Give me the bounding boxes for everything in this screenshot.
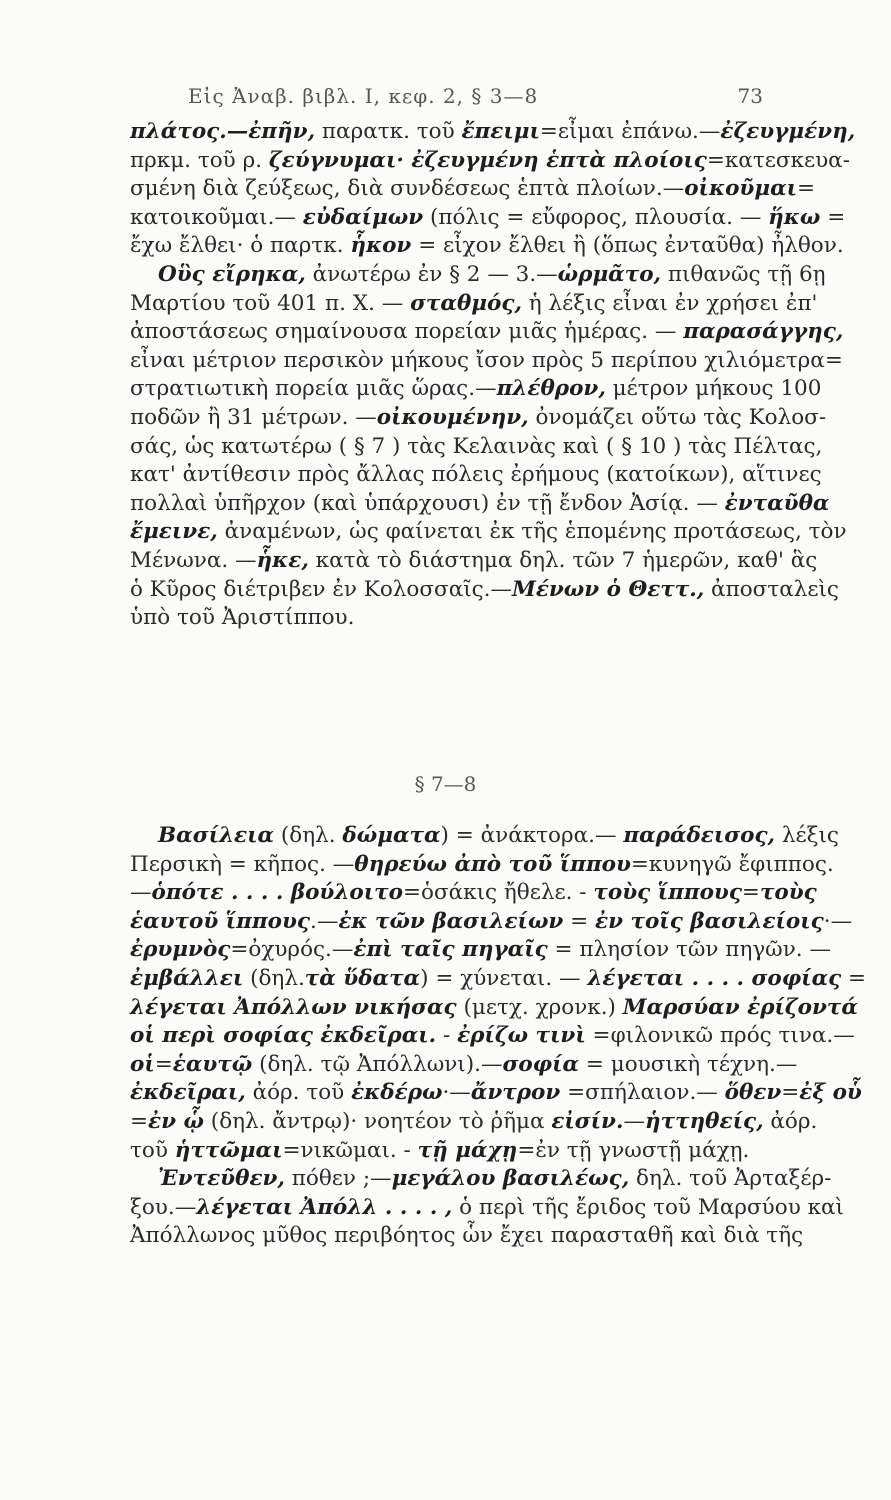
lemma: παρασάγγης, [683,319,844,345]
gloss-text: ἀνωτέρω ἐν § 2 — 3.— [305,261,558,287]
lemma: λέγεται . . . . σοφίας [587,965,842,991]
gloss-text: πολλαὶ ὑπῆρχον (καὶ ὑπάρχουσι) ἐν τῇ ἔνδον Ἀσίᾳ. — [130,490,725,516]
text-line [130,433,823,462]
gloss-text: κατὰ τὸ διάστημα δηλ. τῶν 7 ἡμερῶν, καθ' ἃς [308,547,818,573]
lemma: θηρεύω ἀπὸ τοῦ ἵππου [354,851,631,877]
gloss-text: = εἶχον ἔλθει ἢ (ὅπως ἐνταῦθα) ἦλθον. [411,233,844,259]
gloss-text: σάς, ὡς κατωτέρω ( § 7 ) τὰς Κελαινὰς καὶ ( § 10 ) τὰς Πέλτας, [130,433,823,459]
text-line [130,1137,765,1166]
lemma: ἐμβάλλει [130,965,244,991]
lemma: ἐκδεῖραι, [130,1080,246,1106]
gloss-text: ἀποστάσεως σημαίνουσα πορείαν μιᾶς ἡμέρας. — [130,319,684,345]
gloss-text: Περσικὴ = κῆπος. — [130,851,355,877]
running-head: Εἰς Ἀναβ. βιβλ. I, κεφ. 2, § 3—8 [188,84,539,108]
lemma: τὰ ὕδατα [304,965,421,991]
lemma: δώματα [342,823,441,848]
gloss-text: — [623,1108,645,1134]
text-line [130,604,765,633]
lemma: ἐν τοῖς βασιλείοις [595,908,824,934]
lemma: Βασίλεια [158,823,275,848]
text-line [130,261,826,290]
lemma: ἐκδέρω [351,1080,443,1106]
gloss-text: (μετχ. χρονκ.) [456,994,623,1020]
gloss-text: =ὁσάκις ἤθελε. - [402,880,594,906]
gloss-text: εἶναι μέτριον περσικὸν μήκους ἴσον πρὸς 5 περίπου χιλιόμετρα= [130,347,843,373]
gloss-text: πιθανῶς τῇ 6ῃ [661,261,826,287]
gloss-text: Μαρτίου τοῦ 401 π. Χ. — [130,290,411,316]
section-heading: § 7—8 [414,772,477,796]
gloss-text: ποδῶν ἢ 31 μέτρων. — [130,404,377,430]
gloss-text: =σπήλαιον.— [560,1080,725,1106]
gloss-text: πόθεν ;— [284,1166,392,1192]
gloss-text: (δηλ. τῷ Ἀπόλλωνι).— [252,1051,503,1077]
lemma: μεγάλου βασιλέως, [391,1166,630,1192]
lemma: οἰκουμένην, [376,404,529,430]
text-line [130,936,831,965]
lemma: ἑαυτοῦ ἵππους [130,908,310,934]
lemma: λέγεται Ἀπόλλων νικήσας [130,994,457,1020]
text-line [130,204,846,233]
lemma: παράδεισος, [623,823,776,848]
lemma: ἐρίζω τινὶ [457,1023,586,1049]
gloss-text: ξου.— [130,1194,197,1220]
gloss-text: Μένωνα. — [130,547,257,573]
text-line [130,461,822,490]
text-line [130,1022,855,1051]
gloss-text: λέξις [775,823,839,848]
text-line [130,822,839,851]
lemma: λέγεται Ἀπόλλ . . . . , [196,1194,453,1220]
text-line [130,518,847,547]
lemma: ἧκον [350,233,412,259]
lemma: Μένων ὁ Θεττ., [512,576,705,602]
lemma: ὁπότε . . . . βούλοιτο [151,880,403,906]
lemma: ἡττῶμαι [174,1137,283,1163]
lemma: ἐξ οὗ [799,1080,862,1106]
gloss-text: = πλησίον τῶν πηγῶν. — [547,937,831,963]
gloss-text: Ἀπόλλωνος μῦθος περιβόητος ὧν ἔχει παρασταθῆ καὶ διὰ τῆς [130,1223,804,1249]
text-line [130,490,830,519]
text-line [130,994,858,1023]
text-line [130,1222,804,1251]
gloss-text: ἀόρ. [763,1108,818,1134]
gloss-text: ὁ Κῦρος διέτριβεν ἐν Κολοσσαῖς.— [130,576,513,602]
gloss-text: ·— [442,1080,471,1106]
gloss-text: =εἶμαι ἐπάνω.— [539,119,721,144]
lemma: οἰκοῦμαι [684,176,798,202]
lemma: ἑαυτῷ [172,1051,253,1077]
lemma: τοὺς ἵππους [593,880,742,906]
lemma: πλάτος.—ἐπῆν, [130,119,316,144]
gloss-text: = [154,1051,173,1077]
gloss-text: =ὀχυρός.— [230,937,354,963]
text-line [130,851,834,880]
text-line [130,1165,832,1194]
gloss-text: = [797,176,816,202]
gloss-text: ·— [823,908,853,934]
gloss-text: τοῦ [130,1137,175,1163]
gloss-text: = [563,908,596,934]
lemma: ἥκω [768,204,821,230]
gloss-text: κατοικοῦμαι.— [130,204,303,230]
text-line [130,879,817,908]
lemma: ἔμεινε, [130,519,218,545]
gloss-text: μέτρον μήκους 100 [605,376,822,402]
text-line [130,576,839,605]
gloss-text: ἀποσταλεὶς [704,576,839,602]
text-line [130,404,827,433]
gloss-text: ὀνομάζει οὕτω τὰς Κολοσ- [528,404,827,430]
text-line [130,1079,862,1108]
gloss-text: . [309,908,317,934]
text-line [130,1108,818,1137]
gloss-text: - [436,1023,458,1049]
lemma: οἱ [130,1051,155,1077]
lemma: τῇ μάχῃ [417,1137,518,1163]
gloss-text: δηλ. τοῦ Ἀρταξέρ- [629,1166,832,1192]
lemma: ἐζευγμένη, [720,119,856,144]
text-line [130,375,822,404]
text-line [130,347,843,376]
page-number: 73 [737,84,763,108]
lemma: ἐρυμνὸς [130,937,231,963]
text-line [130,1051,798,1080]
gloss-text: (πόλις = εὔφορος, πλουσία. — [423,204,769,230]
gloss-text: κατ' ἀντίθεσιν πρὸς ἄλλας πόλεις ἐρήμους (κατοίκων), αἵτινες [130,462,822,488]
text-line [130,547,818,576]
gloss-text: ἀόρ. τοῦ [245,1080,352,1106]
gloss-text: (δηλ. ἄντρῳ)· νοητέον τὸ ῥῆμα [203,1108,552,1134]
gloss-text: ἡ λέξις εἶναι ἐν χρήσει ἐπ' [521,290,818,316]
gloss-text: =νικῶμαι. - [282,1137,418,1163]
lemma: ἐνταῦθα [724,490,830,516]
lemma: τοὺς [759,880,817,906]
lemma: εἰσίν. [551,1108,624,1134]
lemma: σοφία [502,1051,580,1077]
lemma: ἐκ τῶν βασιλείων [338,908,564,934]
gloss-text: =κυνηγῶ ἔφιππος. [630,851,834,877]
gloss-text: στρατιωτικὴ πορεία μιᾶς ὥρας.— [130,376,497,402]
gloss-text: = [781,1080,800,1106]
lemma: Ἐντεῦθεν, [158,1166,285,1192]
gloss-text: ὁ περὶ τῆς ἔριδος τοῦ Μαρσύου καὶ [452,1194,844,1220]
lemma: εὐδαίμων [302,204,424,230]
gloss-text: (δηλ. [243,965,305,991]
gloss-text: σμένη διὰ ζεύξεως, διὰ συνδέσεως ἑπτὰ πλοίων.— [130,176,685,202]
gloss-text: — [130,880,152,906]
text-line [130,118,856,147]
lemma: σταθμός, [410,290,522,316]
gloss-text: ) = ἀνάκτορα.— [440,823,624,848]
gloss-text: ὑπὸ τοῦ Ἀριστίππου. [130,605,355,631]
lemma: ὡρμᾶτο, [557,261,662,287]
gloss-text: =φιλονικῶ πρός τινα.— [585,1023,855,1049]
text-line [130,908,853,937]
lemma: ἡττηθείς, [644,1108,764,1134]
gloss-text: = [130,1108,149,1134]
text-line [130,965,867,994]
lemma: ὅθεν [724,1080,782,1106]
gloss-text: (δηλ. [274,823,343,848]
page-header [0,84,891,114]
gloss-text: παρατκ. τοῦ [315,119,462,144]
lemma: οἱ περὶ σοφίας ἐκδεῖραι. [130,1023,437,1049]
gloss-text: ) = χύνεται. — [420,965,588,991]
text-line [130,290,818,319]
text-line [130,175,816,204]
gloss-text: = [841,965,867,991]
lemma: ἐπὶ ταῖς πηγαῖς [353,937,548,963]
gloss-text: =κατεσκευα- [706,147,850,173]
lemma: Μαρσύαν ἐρίζοντά [622,994,858,1020]
gloss-text: = μουσικὴ τέχνη.— [579,1051,798,1077]
lemma: ἔπειμι [461,119,540,144]
gloss-text: = [741,880,760,906]
commentary-paragraph-1 [130,118,856,633]
lemma: ἄντρον [470,1080,561,1106]
gloss-text: =ἐν τῇ γνωστῇ μάχῃ. [517,1137,750,1163]
gloss-text: ἀναμένων, ὡς φαίνεται ἐκ τῆς ἑπομένης προτάσεως, τὸν [217,519,847,545]
text-line [130,1194,844,1223]
lemma: ἧκε, [256,547,309,573]
commentary-paragraph-2 [130,822,867,1251]
text-line [130,147,850,176]
lemma: Οὓς εἴρηκα, [158,261,306,287]
text-line [130,318,844,347]
gloss-text: ἔχω ἔλθει· ὁ παρτκ. [130,233,351,259]
gloss-text: = [820,204,846,230]
lemma: ζεύγνυμαι· ἐζευγμένη ἑπτὰ πλοίοις [268,147,707,173]
lemma: ἐν ᾧ [148,1108,204,1134]
gloss-text: — [316,908,339,934]
gloss-text: πρκμ. τοῦ ρ. [130,147,269,173]
text-line [130,232,844,261]
lemma: πλέθρον, [496,376,606,402]
